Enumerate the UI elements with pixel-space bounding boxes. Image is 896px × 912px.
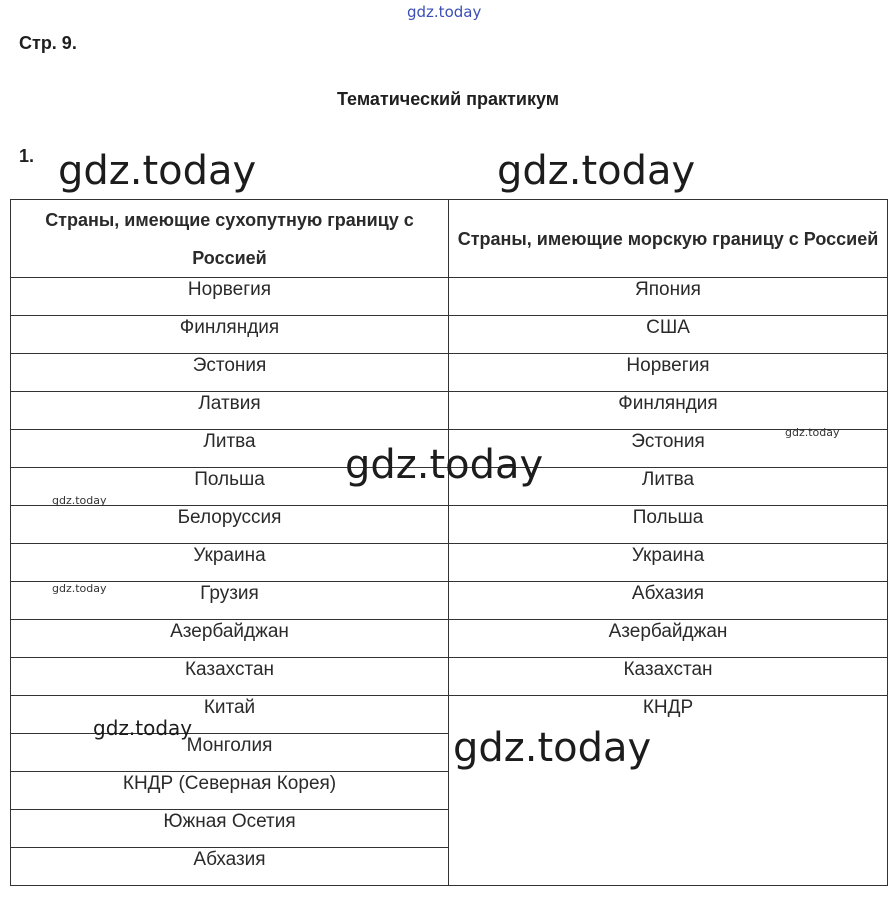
table-row — [11, 544, 888, 582]
watermark-small-right: gdz.today — [785, 426, 840, 439]
countries-table — [10, 199, 888, 886]
table-row — [11, 696, 888, 734]
watermark-big-left: gdz.today — [58, 148, 257, 194]
land-country-cell: Монголия — [11, 734, 449, 772]
table-row — [11, 278, 888, 316]
land-country-cell: Эстония — [11, 354, 449, 392]
sea-country-cell: Норвегия — [449, 354, 888, 392]
table-row — [11, 506, 888, 544]
watermark-small-left-1: gdz.today — [52, 494, 107, 507]
land-country-cell: Украина — [11, 544, 449, 582]
sea-country-cell: Польша — [449, 506, 888, 544]
land-country-cell: Финляндия — [11, 316, 449, 354]
table-row — [11, 582, 888, 620]
land-country-cell: Южная Осетия — [11, 810, 449, 848]
land-country-cell: Польша — [11, 468, 449, 506]
land-country-cell: Китай — [11, 696, 449, 734]
sea-country-cell: Литва — [449, 468, 888, 506]
sea-country-cell: Эстония — [449, 430, 888, 468]
table-row — [11, 430, 888, 468]
sea-country-cell: Азербайджан — [449, 620, 888, 658]
page-title: Тематический практикум — [336, 89, 560, 109]
table-row — [11, 620, 888, 658]
watermark-big-right: gdz.today — [497, 148, 696, 194]
sea-country-cell: США — [449, 316, 888, 354]
sea-country-cell: Украина — [449, 544, 888, 582]
land-country-cell: Латвия — [11, 392, 449, 430]
land-country-cell: Казахстан — [11, 658, 449, 696]
land-country-cell: Белоруссия — [11, 506, 449, 544]
table-row — [11, 354, 888, 392]
watermark-big-center: gdz.today — [345, 442, 544, 488]
land-country-cell: Абхазия — [11, 848, 449, 886]
sea-country-cell-merged: КНДР — [449, 696, 888, 886]
land-country-cell: Азербайджан — [11, 620, 449, 658]
sea-country-cell: Казахстан — [449, 658, 888, 696]
table-row — [11, 468, 888, 506]
table-header-row — [11, 200, 888, 278]
table-row — [11, 316, 888, 354]
watermark-small-left-2: gdz.today — [52, 582, 107, 595]
sea-country-cell: Финляндия — [449, 392, 888, 430]
header-land-border: Страны, имеющие сухопутную границу с Россией — [11, 200, 449, 278]
sea-country-cell: Япония — [449, 278, 888, 316]
header-sea-border: Страны, имеющие морскую границу с Россией — [449, 200, 888, 278]
watermark-big-lower: gdz.today — [453, 725, 652, 771]
land-country-cell: Грузия — [11, 582, 449, 620]
table-row — [11, 392, 888, 430]
watermark-mid-left: gdz.today — [93, 716, 193, 740]
sea-country-cell: Абхазия — [449, 582, 888, 620]
land-country-cell: Норвегия — [11, 278, 449, 316]
land-country-cell: Литва — [11, 430, 449, 468]
page-label: Стр. 9. — [19, 33, 77, 53]
task-number: 1. — [19, 146, 35, 166]
land-country-cell: КНДР (Северная Корея) — [11, 772, 449, 810]
table-row — [11, 658, 888, 696]
watermark-top: gdz.today — [407, 3, 482, 21]
